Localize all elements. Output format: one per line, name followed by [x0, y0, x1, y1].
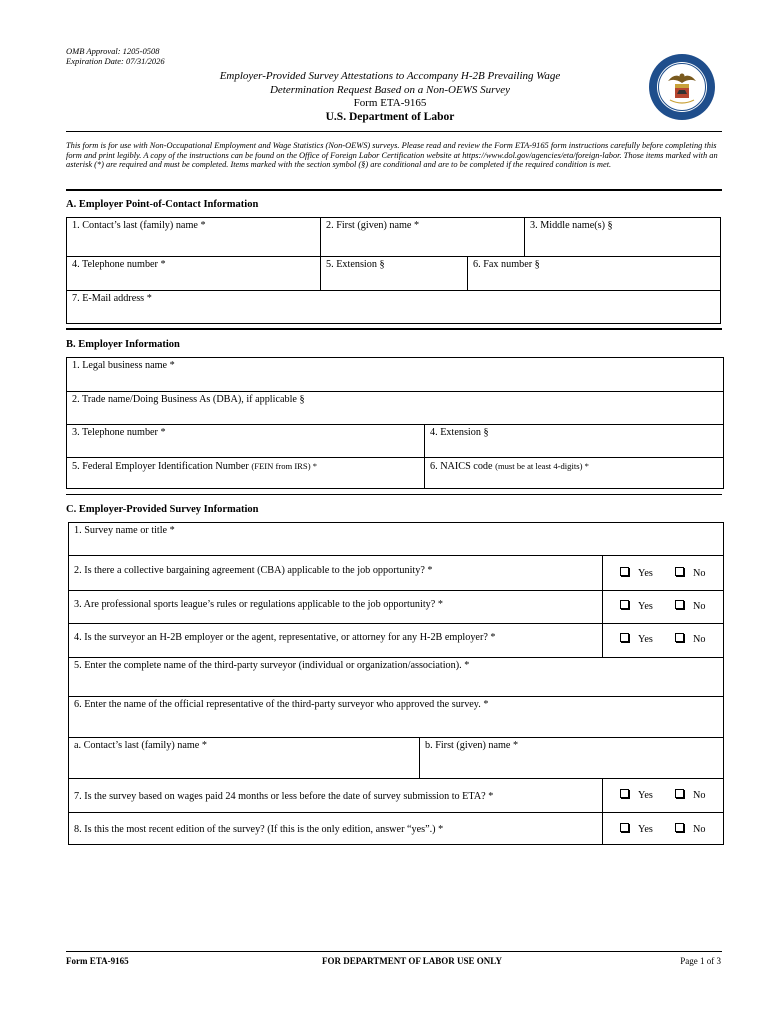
representative-last-name-label: a. Contact’s last (family) name *: [74, 740, 207, 751]
footer-form-number: Form ETA-9165: [66, 956, 129, 966]
yes-label: Yes: [638, 824, 653, 835]
section-c-heading: C. Employer-Provided Survey Information: [66, 504, 259, 515]
wages-24-months-yes-option[interactable]: [620, 789, 653, 802]
no-label: No: [693, 634, 706, 645]
form-title: [180, 70, 600, 124]
header-divider: [66, 131, 722, 132]
employer-telephone-field[interactable]: [67, 425, 424, 457]
contact-fax-field[interactable]: [468, 257, 720, 290]
third-party-surveyor-label: 5. Enter the complete name of the third-party surveyor (individual or organization/association). *: [74, 660, 470, 671]
sports-league-no-option[interactable]: [675, 600, 705, 613]
sports-league-yes-option[interactable]: [620, 600, 653, 613]
checkbox-icon[interactable]: [620, 823, 629, 832]
fein-field[interactable]: [67, 458, 424, 488]
contact-last-name-label: 1. Contact’s last (family) name *: [72, 220, 206, 231]
checkbox-icon[interactable]: [620, 600, 629, 609]
fein-label: 5. Federal Employer Identification Number: [72, 461, 249, 472]
legal-business-name-label: 1. Legal business name *: [72, 360, 175, 371]
checkbox-icon[interactable]: [620, 633, 629, 642]
yes-label: Yes: [638, 790, 653, 801]
department-name: U.S. Department of Labor: [325, 110, 455, 123]
checkbox-icon[interactable]: [675, 633, 684, 642]
survey-name-field[interactable]: [69, 523, 723, 555]
intro-divider: [66, 189, 722, 191]
instructions-text: This form is for use with Non-Occupational Employment and Wage Statistics (Non-OEWS) surveys. Please read and review the Form ETA-9165 form instructions carefully before completing this form and print legibly. A copy of the instructions can be found on the Office of Foreign Labor Certification website at https://www.dol.gov/agencies/eta/foreign-labor. Those items marked with an asterisk (*) are required and must be completed. Items marked with the section symbol (§) are conditional and are to be completed if the required condition is met.: [66, 141, 718, 170]
cba-question: 2. Is there a collective bargaining agreement (CBA) applicable to the job opportunity? *: [74, 565, 433, 576]
title-line-2: Determination Request Based on a Non-OEWS Survey: [269, 83, 511, 96]
wages-24-months-question: 7. Is the survey based on wages paid 24 months or less before the date of survey submission to ETA? *: [74, 791, 494, 802]
yes-label: Yes: [638, 634, 653, 645]
contact-middle-name-field[interactable]: [525, 218, 720, 256]
surveyor-employer-yes-option[interactable]: [620, 633, 653, 646]
contact-email-field[interactable]: [67, 291, 720, 323]
recent-edition-yes-option[interactable]: [620, 823, 653, 836]
recent-edition-no-option[interactable]: [675, 823, 705, 836]
row-divider: [69, 623, 723, 624]
no-label: No: [693, 601, 706, 612]
department-of-labor-seal-icon: [648, 53, 716, 121]
employer-extension-field[interactable]: [425, 425, 723, 457]
checkbox-icon[interactable]: [675, 567, 684, 576]
representative-first-name-label: b. First (given) name *: [425, 740, 519, 751]
surveyor-employer-no-option[interactable]: [675, 633, 705, 646]
section-a-heading: A. Employer Point-of-Contact Information: [66, 199, 259, 210]
third-party-surveyor-field[interactable]: [69, 658, 723, 696]
legal-business-name-field[interactable]: [67, 358, 723, 391]
checkbox-icon[interactable]: [675, 600, 684, 609]
yes-label: Yes: [638, 601, 653, 612]
footer-dol-use-only: FOR DEPARTMENT OF LABOR USE ONLY: [322, 956, 502, 966]
recent-edition-question: 8. Is this the most recent edition of the survey? (If this is the only edition, answer “yes”.) *: [74, 824, 444, 835]
naics-label: 6. NAICS code: [430, 461, 493, 472]
contact-middle-name-label: 3. Middle name(s) §: [530, 220, 613, 231]
official-representative-field[interactable]: [69, 697, 723, 737]
omb-approval: OMB Approval: 1205-0508: [66, 46, 160, 56]
sports-league-question: 3. Are professional sports league’s rules or regulations applicable to the job opportunity? *: [74, 599, 443, 610]
yes-label: Yes: [638, 568, 653, 579]
checkbox-icon[interactable]: [620, 567, 629, 576]
footer-page-number: Page 1 of 3: [680, 956, 721, 966]
representative-first-name-field[interactable]: [420, 738, 723, 778]
wages-24-months-no-option[interactable]: [675, 789, 705, 802]
contact-extension-label: 5. Extension §: [326, 259, 385, 270]
cba-no-option[interactable]: [675, 567, 705, 580]
contact-fax-label: 6. Fax number §: [473, 259, 540, 270]
section-b-divider: [66, 494, 722, 495]
no-label: No: [693, 790, 706, 801]
trade-name-label: 2. Trade name/Doing Business As (DBA), if applicable §: [72, 394, 305, 405]
no-label: No: [693, 824, 706, 835]
footer-divider: [66, 951, 722, 952]
form-number: Form ETA-9165: [353, 97, 427, 109]
contact-first-name-label: 2. First (given) name *: [326, 220, 420, 231]
fein-note: (FEIN from IRS) *: [251, 461, 318, 471]
surveyor-employer-question: 4. Is the surveyor an H-2B employer or the agent, representative, or attorney for any H-2B employer? *: [74, 632, 496, 643]
naics-note: (must be at least 4-digits) *: [495, 461, 589, 471]
checkbox-icon[interactable]: [620, 789, 629, 798]
title-line-1: Employer-Provided Survey Attestations to Accompany H-2B Prevailing Wage: [219, 70, 561, 82]
row-divider: [69, 555, 723, 556]
expiration-date: Expiration Date: 07/31/2026: [66, 56, 165, 66]
section-b-table: [66, 357, 724, 489]
omb-info: [66, 46, 165, 66]
contact-telephone-label: 4. Telephone number *: [72, 259, 166, 270]
col-divider: [602, 555, 603, 657]
checkbox-icon[interactable]: [675, 823, 684, 832]
col-divider: [602, 778, 603, 844]
cba-yes-option[interactable]: [620, 567, 653, 580]
representative-last-name-field[interactable]: [69, 738, 419, 778]
contact-telephone-field[interactable]: [67, 257, 320, 290]
section-b-heading: B. Employer Information: [66, 339, 180, 350]
section-a-divider: [66, 328, 722, 330]
contact-extension-field[interactable]: [321, 257, 467, 290]
employer-extension-label: 4. Extension §: [430, 427, 489, 438]
official-representative-label: 6. Enter the name of the official representative of the third-party surveyor who approved the survey. *: [74, 699, 489, 710]
naics-field[interactable]: [425, 458, 723, 488]
section-a-table: [66, 217, 721, 324]
trade-name-field[interactable]: [67, 392, 723, 424]
row-divider: [69, 590, 723, 591]
contact-first-name-field[interactable]: [321, 218, 524, 256]
row-divider: [69, 812, 723, 813]
no-label: No: [693, 568, 706, 579]
contact-email-label: 7. E-Mail address *: [72, 293, 152, 304]
employer-telephone-label: 3. Telephone number *: [72, 427, 166, 438]
row-divider: [69, 778, 723, 779]
checkbox-icon[interactable]: [675, 789, 684, 798]
survey-name-label: 1. Survey name or title *: [74, 525, 175, 536]
section-c-table: [68, 522, 724, 845]
contact-last-name-field[interactable]: [67, 218, 320, 256]
